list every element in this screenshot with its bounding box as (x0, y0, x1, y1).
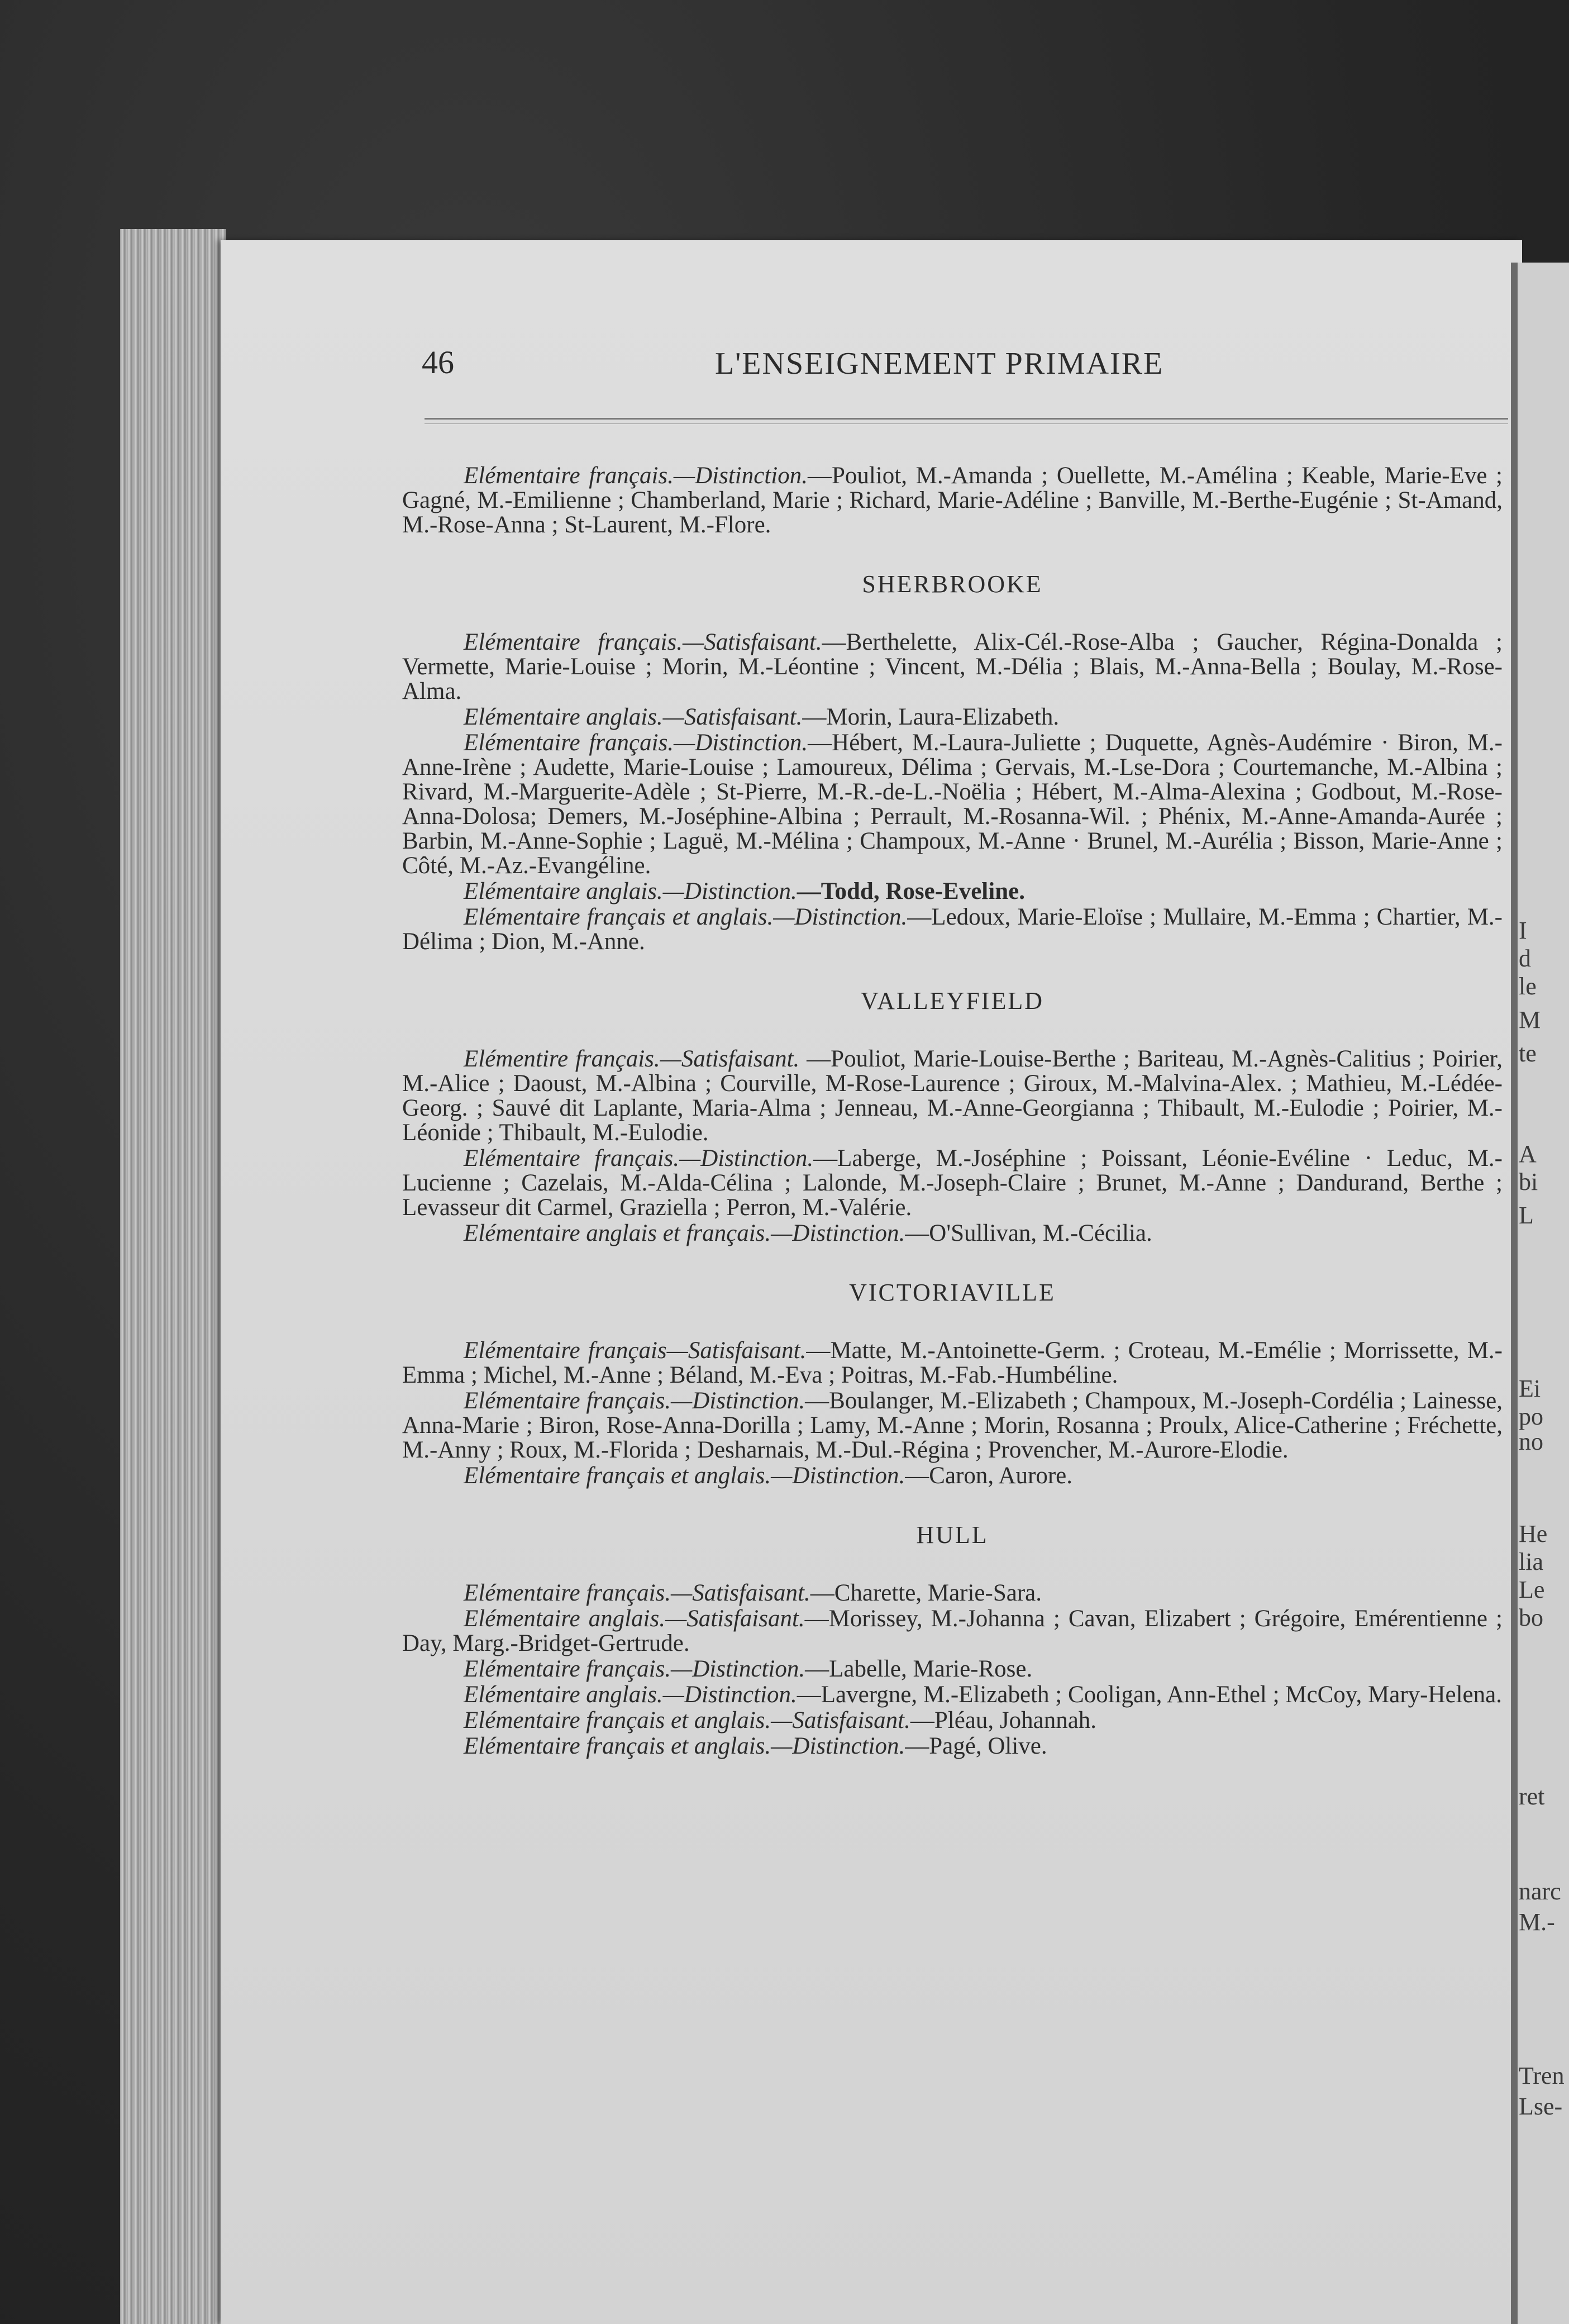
facing-page-fragment: Ei (1519, 1375, 1541, 1402)
facing-page-fragment: bo (1519, 1604, 1543, 1631)
entry-category: Elémentaire anglais et français.—Distinction. (464, 1220, 905, 1246)
entry-names: —Pagé, Olive. (905, 1733, 1047, 1759)
entry-category: Elémentaire français—Satisfaisant. (464, 1337, 807, 1364)
diploma-entry (402, 1464, 1503, 1488)
facing-page-gutter (1511, 263, 1518, 2324)
diploma-entry (402, 1607, 1503, 1656)
entry-names: —O'Sullivan, M.-Cécilia. (905, 1220, 1152, 1246)
page-content (402, 464, 1503, 1760)
facing-page-fragment: L (1519, 1202, 1534, 1229)
facing-page-fragment: M.- (1519, 1908, 1555, 1936)
running-title: L'ENSEIGNEMENT PRIMAIRE (715, 346, 1164, 381)
diploma-entry (402, 905, 1503, 954)
entry-names: —Ledoux, Marie-Eloïse ; Mullaire, M.-Emma ; Chartier, M.-Délima ; Dion, M.-Anne. (402, 904, 1503, 955)
diploma-entry (402, 630, 1503, 704)
entry-names: —Laberge, M.-Joséphine ; Poissant, Léonie-Evéline · Leduc, M.-Lucienne ; Cazelais, M.-Alda-Célina ; Lalonde, M.-Joseph-Claire ; Brunet, M.-Anne ; Dandurand, Berthe ; Levasseur dit Carmel, Graziella ; Perron, M.-Valérie. (402, 1145, 1503, 1221)
section-title: VALLEYFIELD (861, 987, 1044, 1015)
diploma-entry (402, 1683, 1503, 1707)
entry-names: —Todd, Rose-Eveline. (797, 878, 1025, 904)
diploma-entry (402, 1221, 1503, 1246)
facing-page-fragment: Lse- (1519, 2093, 1563, 2120)
diploma-entry (402, 1581, 1503, 1606)
entry-category: Elémentaire français et anglais.—Distinction. (464, 1733, 905, 1759)
section-title: SHERBROOKE (862, 570, 1043, 598)
entry-category: Elémentaire français.—Distinction. (464, 1656, 805, 1682)
entry-names: —Boulanger, M.-Elizabeth ; Champoux, M.-Joseph-Cordélia ; Lainesse, Anna-Marie ; Biron, Rose-Anna-Dorilla ; Lamy, M.-Anne ; Morin, Rosanna ; Proulx, Alice-Catherine ; Fréchette, M.-Anny ; Roux, M.-Florida ; Desharnais, M.-Dul.-Régina ; Provencher, M.-Aurore-Elodie. (402, 1388, 1503, 1463)
diploma-entry (402, 1146, 1503, 1220)
diploma-entry (402, 1657, 1503, 1682)
facing-page-fragment: d (1519, 945, 1531, 972)
facing-page-fragment: lia (1519, 1548, 1543, 1575)
header-rule-thin (425, 423, 1508, 424)
diploma-entry (402, 1708, 1503, 1733)
diploma-entry (402, 1389, 1503, 1463)
entry-names: —Pouliot, Marie-Louise-Berthe ; Bariteau, M.-Agnès-Calitius ; Poirier, M.-Alice ; Daoust, M.-Albina ; Courville, M-Rose-Laurence ; Giroux, M.-Malvina-Alex. ; Mathieu, M.-Lédée-Georg. ; Sauvé dit Laplante, Maria-Alma ; Jenneau, M.-Anne-Georgianna ; Thibault, M.-Eulodie ; Poirier, M.-Léonide ; Thibault, M.-Eulodie. (402, 1046, 1503, 1146)
sections-container (402, 572, 1503, 1759)
entry-names: —Lavergne, M.-Elizabeth ; Cooligan, Ann-Ethel ; McCoy, Mary-Helena. (797, 1682, 1502, 1708)
entry-category: Elémentaire français et anglais.—Satisfaisant. (464, 1707, 910, 1734)
facing-page-fragment: bi (1519, 1168, 1538, 1196)
facing-page-fragment: te (1519, 1040, 1537, 1067)
facing-page-fragment: no (1519, 1428, 1543, 1455)
entry-category: Elémentaire anglais.—Satisfaisant. (464, 1606, 805, 1632)
diploma-entry (402, 705, 1503, 730)
section-title: VICTORIAVILLE (849, 1279, 1056, 1306)
section-title: HULL (916, 1521, 989, 1549)
header-rule (425, 418, 1508, 420)
entry-category: Elémentaire anglais.—Satisfaisant. (464, 704, 803, 730)
entry-names: —Hébert, M.-Laura-Juliette ; Duquette, Agnès-Audémire · Biron, M.-Anne-Irène ; Audette, Marie-Louise ; Lamoureux, Délima ; Gervais, M.-Lse-Dora ; Courtemanche, M.-Albina ; Rivard, M.-Marguerite-Adèle ; St-Pierre, M.-R.-de-L.-Noëlia ; Hébert, M.-Alma-Alexina ; Godbout, M.-Rose-Anna-Dolosa; Demers, M.-Joséphine-Albina ; Perrault, M.-Rosanna-Wil. ; Phénix, M.-Anne-Amanda-Aurée ; Barbin, M.-Anne-Sophie ; Laguë, M.-Mélina ; Champoux, M.-Anne · Brunel, M.-Aurélia ; Bisson, Marie-Anne ; Côté, M.-Az.-Evangéline. (402, 730, 1503, 879)
entry-category: Elémentire français.—Satisfaisant. (464, 1046, 800, 1072)
intro-entry (402, 464, 1503, 537)
entry-category: Elémentaire français.—Distinction. (464, 463, 808, 489)
diploma-entry (402, 879, 1503, 904)
entry-category: Elémentaire anglais.—Distinction. (464, 878, 797, 904)
entry-names: —Pouliot, M.-Amanda ; Ouellette, M.-Amélina ; Keable, Marie-Eve ; Gagné, M.-Emilienne ; Chamberland, Marie ; Richard, Marie-Adéline ; Banville, M.-Berthe-Eugénie ; St-Amand, M.-Rose-Anna ; St-Laurent, M.-Flore. (402, 463, 1503, 538)
facing-page-fragment: A (1519, 1140, 1537, 1168)
entry-names: —Morin, Laura-Elizabeth. (802, 704, 1060, 730)
page-number: 46 (422, 344, 454, 380)
entry-names: —Morissey, M.-Johanna ; Cavan, Elizabert ; Grégoire, Emérentienne ; Day, Marg.-Bridget-Gertrude. (402, 1606, 1503, 1656)
entry-category: Elémentaire français.—Distinction. (464, 1145, 814, 1171)
entry-category: Elémentaire français.—Distinction. (464, 1388, 805, 1414)
entry-names: —Charette, Marie-Sara. (810, 1580, 1042, 1606)
facing-page-fragment: He (1519, 1520, 1548, 1547)
entry-names: —Pléau, Johannah. (910, 1707, 1097, 1734)
entry-category: Elémentaire français et anglais.—Distinction. (464, 904, 908, 930)
facing-page-fragment: ret (1519, 1783, 1545, 1810)
entry-names: —Berthelette, Alix-Cél.-Rose-Alba ; Gaucher, Régina-Donalda ; Vermette, Marie-Louise ; Morin, M.-Léontine ; Vincent, M.-Délia ; Blais, M.-Anna-Bella ; Boulay, M.-Rose-Alma. (402, 629, 1503, 704)
facing-page-fragment: narc (1519, 1878, 1561, 1905)
book-page-edges (120, 229, 226, 2324)
entry-category: Elémentaire français.—Distinction. (464, 730, 808, 756)
diploma-entry (402, 1047, 1503, 1145)
entry-category: Elémentaire français.—Satisfaisant. (464, 1580, 810, 1606)
diploma-entry (402, 731, 1503, 878)
page-header (422, 344, 1307, 388)
facing-page-fragment: po (1519, 1403, 1543, 1430)
facing-page-fragment: le (1519, 973, 1537, 1000)
entry-names: —Matte, M.-Antoinette-Germ. ; Croteau, M.-Emélie ; Morrissette, M.-Emma ; Michel, M.-Anne ; Béland, M.-Eva ; Poitras, M.-Fab.-Humbéline. (402, 1337, 1503, 1388)
entry-category: Elémentaire français et anglais.—Distinction. (464, 1463, 905, 1489)
diploma-entry (402, 1734, 1503, 1759)
facing-page-fragment: Le (1519, 1576, 1545, 1603)
entry-category: Elémentaire anglais.—Distinction. (464, 1682, 797, 1708)
facing-page-fragment: Tren (1519, 2062, 1565, 2089)
diploma-entry (402, 1339, 1503, 1388)
entry-category: Elémentaire français.—Satisfaisant. (464, 629, 822, 655)
facing-page-strip (1511, 263, 1569, 2324)
entry-names: —Caron, Aurore. (905, 1463, 1073, 1489)
entry-names: —Labelle, Marie-Rose. (805, 1656, 1033, 1682)
facing-page-fragment: M (1519, 1006, 1541, 1034)
facing-page-fragment: I (1519, 917, 1527, 944)
